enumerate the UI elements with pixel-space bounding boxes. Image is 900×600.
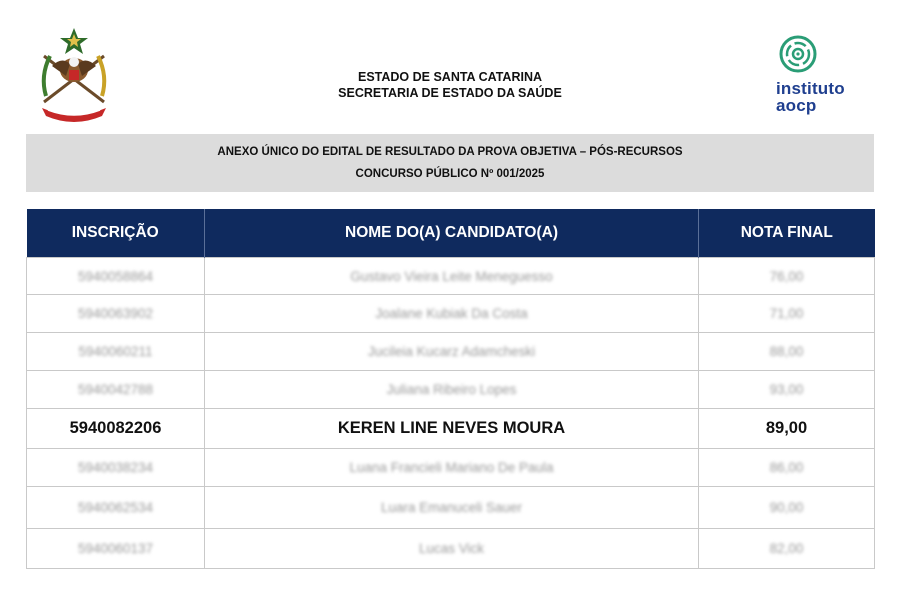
table-body [27, 258, 875, 569]
cell-nota: 86,00 [699, 449, 875, 487]
banner-subtitle: CONCURSO PÚBLICO Nº 001/2025 [355, 168, 545, 180]
table-row [27, 529, 875, 569]
cell-nome: Luana Francieli Mariano De Paula [205, 449, 699, 487]
banner-title: ANEXO ÚNICO DO EDITAL DE RESULTADO DA PROVA OBJETIVA – PÓS-RECURSOS [217, 146, 683, 158]
cell-nota: 76,00 [699, 258, 875, 295]
brand-line-1: instituto [776, 79, 845, 98]
cell-nome: Gustavo Vieira Leite Meneguesso [205, 258, 699, 295]
edital-banner [26, 134, 874, 192]
instituto-aocp-logo [772, 34, 864, 124]
cell-inscricao: 5940042788 [27, 371, 205, 409]
cell-nota: 90,00 [699, 487, 875, 529]
cell-inscricao: 5940060137 [27, 529, 205, 569]
column-header-inscricao: INSCRIÇÃO [27, 209, 205, 258]
cell-inscricao: 5940038234 [27, 449, 205, 487]
cell-nota: 71,00 [699, 295, 875, 333]
results-table [26, 209, 875, 569]
table-row [27, 295, 875, 333]
column-header-nota: NOTA FINAL [699, 209, 875, 258]
cell-nome: KEREN LINE NEVES MOURA [205, 409, 699, 449]
cell-inscricao: 5940082206 [27, 409, 205, 449]
cell-nome: Luara Emanuceli Sauer [205, 487, 699, 529]
instituto-aocp-mark-icon [778, 34, 818, 74]
table-row [27, 371, 875, 409]
cell-nome: Joalane Kubiak Da Costa [205, 295, 699, 333]
header-state: ESTADO DE SANTA CATARINA [357, 70, 543, 84]
table-row [27, 258, 875, 295]
brand-line-2: aocp [776, 96, 817, 115]
header-secretariat: SECRETARIA DE ESTADO DA SAÚDE [338, 86, 562, 100]
cell-inscricao: 5940060211 [27, 333, 205, 371]
cell-nome: Juliana Ribeiro Lopes [205, 371, 699, 409]
cell-nome: Lucas Vick [205, 529, 699, 569]
cell-nota: 88,00 [699, 333, 875, 371]
cell-nome: Jucileia Kucarz Adamcheski [205, 333, 699, 371]
cell-inscricao: 5940063902 [27, 295, 205, 333]
table-row [27, 449, 875, 487]
table-row [27, 333, 875, 371]
cell-nota: 82,00 [699, 529, 875, 569]
cell-inscricao: 5940062534 [27, 487, 205, 529]
table-header-row [27, 209, 875, 258]
table-row [27, 487, 875, 529]
cell-nota: 93,00 [699, 371, 875, 409]
cell-nota: 89,00 [699, 409, 875, 449]
cell-inscricao: 5940058864 [27, 258, 205, 295]
column-header-nome: NOME DO(A) CANDIDATO(A) [205, 209, 699, 258]
highlighted-candidate-row [27, 409, 875, 449]
